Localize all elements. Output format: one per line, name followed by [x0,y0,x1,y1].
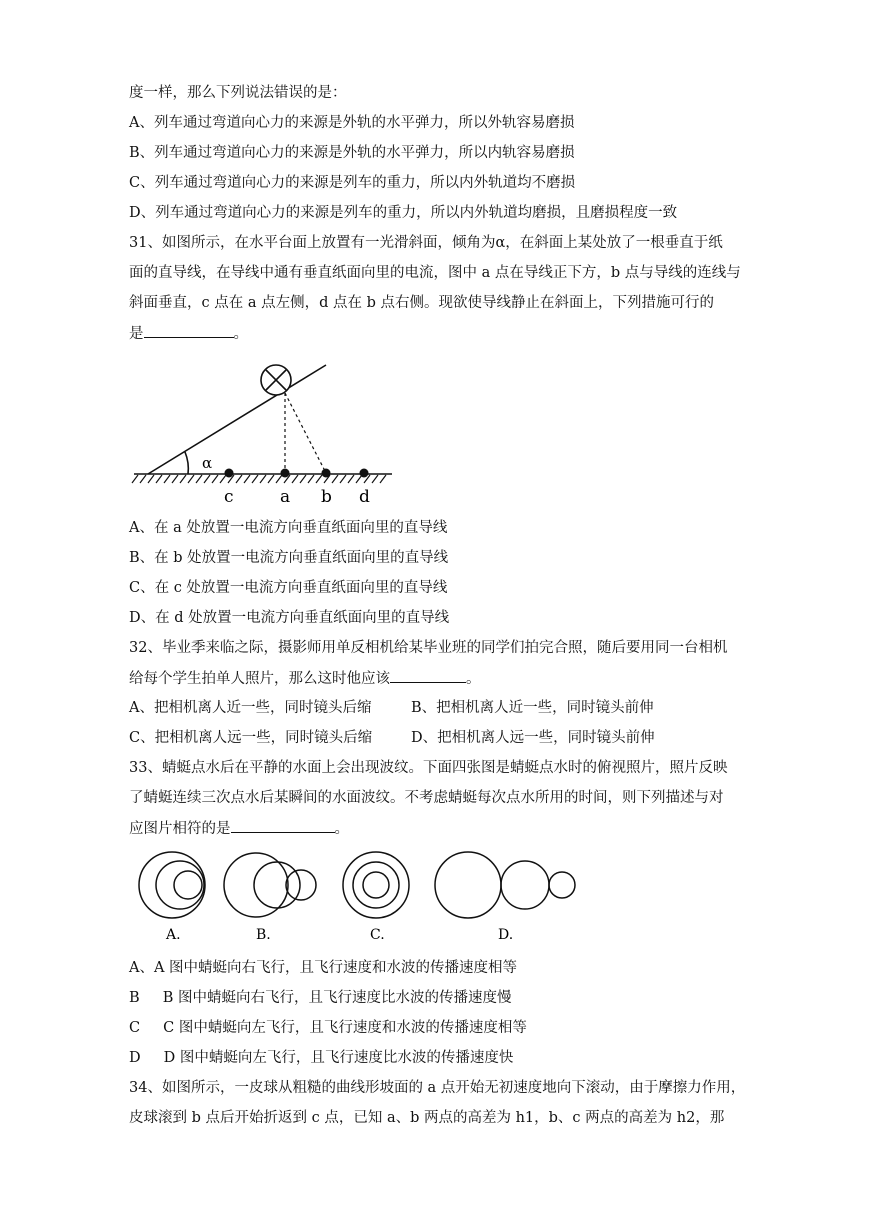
question-32: 32、毕业季来临之际，摄影师用单反相机给某毕业班的同学们拍完合照，随后要用同一台相机 [129,640,728,656]
text-line: 度一样，那么下列说法错误的是： [129,85,347,101]
label-c: c [224,487,234,507]
text-line: A、列车通过弯道向心力的来源是外轨的水平弹力，所以外轨容易磨损 [129,115,575,131]
text-line: B、列车通过弯道向心力的来源是外轨的水平弹力，所以内轨容易磨损 [129,145,575,161]
option-c: C、把相机离人远一些，同时镜头后缩 [129,730,373,746]
text-fragment: 给每个学生拍单人照片，那么这时他应该 [129,671,390,687]
text-line: 了蜻蜓连续三次点水后某瞬间的水面波纹。不考虑蜻蜓每次点水所用的时间，则下列描述与对 [129,790,724,806]
wire-cross-section-icon [261,365,291,395]
point-a [281,469,290,478]
text-fragment: 。 [233,326,248,342]
text-line [129,668,481,689]
text-fragment: 是 [129,326,144,342]
point-d [360,469,369,478]
label-b: B. [256,927,271,943]
option-c: C、在 c 处放置一电流方向垂直纸面向里的直导线 [129,580,448,596]
option-b: B、把相机离人近一些，同时镜头前伸 [411,700,654,716]
incline-line [148,365,326,474]
option-d: D D 图中蜻蜓向左飞行，且飞行速度比水波的传播速度快 [129,1050,514,1066]
angle-arc [185,452,188,474]
answer-blank [231,818,335,833]
text-line: C、列车通过弯道向心力的来源是列车的重力，所以内外轨道均不磨损 [129,175,576,191]
text-line [129,818,349,839]
text-fragment: 。 [466,671,481,687]
label-d: D. [498,927,514,943]
text-fragment: 应图片相符的是 [129,821,231,837]
perpendicular-dashed-line [285,393,326,473]
question-34: 34、如图所示，一皮球从粗糙的曲线形坡面的 a 点开始无初速度地向下滚动，由于摩擦力作用， [129,1080,746,1096]
option-d: D、把相机离人远一些，同时镜头前伸 [411,730,655,746]
ripple-figure [130,848,585,948]
point-c [225,469,234,478]
text-line [129,323,248,344]
angle-label: α [202,454,213,472]
label-b: b [321,487,332,507]
text-line: 面的直导线，在导线中通有垂直纸面向里的电流，图中 a 点在导线正下方，b 点与导线的连线与 [129,265,741,281]
option-a: A、在 a 处放置一电流方向垂直纸面向里的直导线 [129,520,448,536]
ground-hatching [132,475,386,483]
label-a: A. [166,927,181,943]
incline-figure [128,355,398,515]
option-c: C C 图中蜻蜓向左飞行，且飞行速度和水波的传播速度相等 [129,1020,527,1036]
question-33: 33、蜻蜓点水后在平静的水面上会出现波纹。下面四张图是蜻蜓点水时的俯视照片，照片反映 [129,760,728,776]
label-a: a [280,487,291,507]
answer-blank [144,323,234,338]
question-31: 31、如图所示，在水平台面上放置有一光滑斜面，倾角为α，在斜面上某处放了一根垂直于纸 [129,235,723,251]
ripple-pattern-b [224,853,316,917]
option-d: D、在 d 处放置一电流方向垂直纸面向里的直导线 [129,610,450,626]
text-line: 皮球滚到 b 点后开始折返到 c 点，已知 a、b 两点的高差为 h1，b、c 两点的高差为 h2，那 [129,1110,725,1126]
label-d: d [359,487,370,507]
option-a: A、把相机离人近一些，同时镜头后缩 [129,700,372,716]
text-line: D、列车通过弯道向心力的来源是列车的重力，所以内外轨道均磨损，且磨损程度一致 [129,205,678,221]
ripple-pattern-c [343,852,409,918]
text-line: 斜面垂直，c 点在 a 点左侧，d 点在 b 点右侧。现欲使导线静止在斜面上，下列措施可行的 [129,295,714,311]
option-b: B、在 b 处放置一电流方向垂直纸面向里的直导线 [129,550,449,566]
option-b: B B 图中蜻蜓向右飞行，且飞行速度比水波的传播速度慢 [129,990,512,1006]
point-b [322,469,331,478]
text-fragment: 。 [334,821,349,837]
label-c: C. [370,927,385,943]
ripple-pattern-a [139,852,205,918]
ripple-pattern-d [435,852,575,918]
answer-blank [390,668,466,683]
option-a: A、A 图中蜻蜓向右飞行，且飞行速度和水波的传播速度相等 [129,960,518,976]
